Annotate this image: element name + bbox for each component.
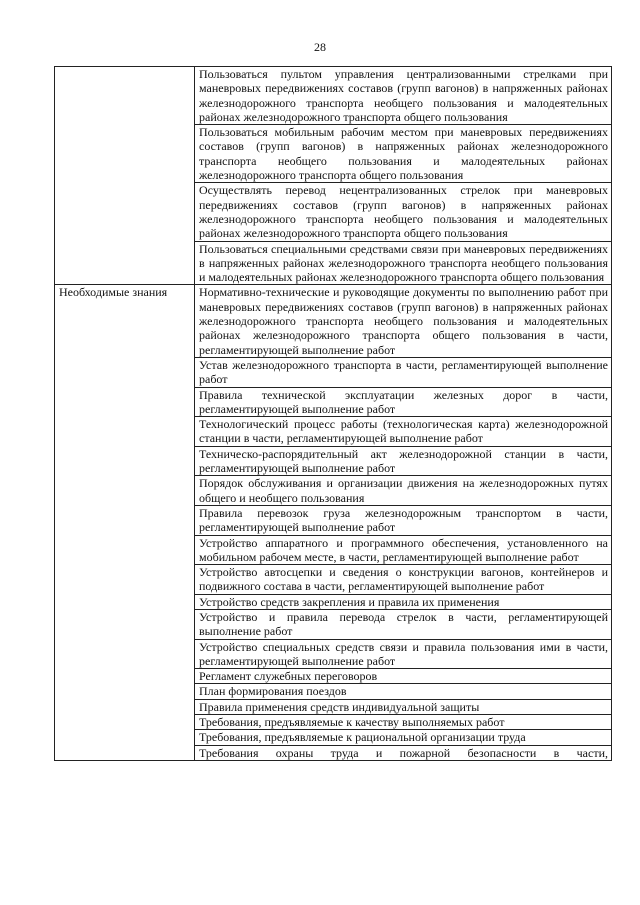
row-text: Регламент служебных переговоров bbox=[195, 669, 612, 684]
row-text: Устройство автосцепки и сведения о конструкции вагонов, контейнеров и подвижного состава в части, регламентирующей выполнение работ bbox=[195, 565, 612, 595]
row-text: Пользоваться специальными средствами связи при маневровых передвижениях в напряженных районах железнодорожного транспорта необщего пользования и малодеятельных районах железнодорожного транспорта общего пользования bbox=[195, 241, 612, 285]
row-text: Нормативно-технические и руководящие документы по выполнению работ при маневровых передвижениях составов (групп вагонов) в напряженных районах железнодорожного транспорта необщего пользования и малодеятельных районах железнодорожного транспорта общего пользования в части, регламентирующей выполнение работ bbox=[195, 285, 612, 357]
row-text: Правила применения средств индивидуальной защиты bbox=[195, 699, 612, 714]
row-text: Устав железнодорожного транспорта в части, регламентирующей выполнение работ bbox=[195, 357, 612, 387]
page-bottom-margin bbox=[0, 842, 640, 905]
row-text: Устройство средств закрепления и правила их применения bbox=[195, 594, 612, 609]
row-text: Устройство аппаратного и программного обеспечения, установленного на мобильном рабочем месте, в части, регламентирующей выполнение работ bbox=[195, 535, 612, 565]
row-text: Техническо-распорядительный акт железнодорожной станции в части, регламентирующей выполнение работ bbox=[195, 446, 612, 476]
row-text: Устройство специальных средств связи и правила пользования ими в части, регламентирующей выполнение работ bbox=[195, 639, 612, 669]
row-text: Требования, предъявляемые к рациональной организации труда bbox=[195, 730, 612, 745]
row-text: План формирования поездов bbox=[195, 684, 612, 699]
row-label bbox=[55, 67, 195, 285]
row-label: Необходимые знания bbox=[55, 285, 195, 761]
row-text: Правила технической эксплуатации железных дорог в части, регламентирующей выполнение работ bbox=[195, 387, 612, 417]
table-row bbox=[55, 285, 612, 357]
row-text: Порядок обслуживания и организации движения на железнодорожных путях общего и необщего пользования bbox=[195, 476, 612, 506]
row-text: Правила перевозок груза железнодорожным транспортом в части, регламентирующей выполнение работ bbox=[195, 505, 612, 535]
competency-table bbox=[54, 66, 612, 761]
row-text: Пользоваться мобильным рабочим местом при маневровых передвижениях составов (групп вагонов) в напряженных районах железнодорожного транспорта необщего пользования и малодеятельных районах железнодорожного транспорта общего пользования bbox=[195, 125, 612, 183]
table-row bbox=[55, 67, 612, 125]
page-number: 28 bbox=[314, 40, 326, 54]
row-text: Устройство и правила перевода стрелок в части, регламентирующей выполнение работ bbox=[195, 609, 612, 639]
row-text: Требования, предъявляемые к качеству выполняемых работ bbox=[195, 715, 612, 730]
row-text: Осуществлять перевод нецентрализованных стрелок при маневровых передвижениях составов (групп вагонов) в напряженных районах железнодорожного транспорта необщего пользования и малодеятельных районах железнодорожного транспорта общего пользования bbox=[195, 183, 612, 241]
row-text: Технологический процесс работы (технологическая карта) железнодорожной станции в части, регламентирующей выполнение работ bbox=[195, 417, 612, 447]
row-text: Требования охраны труда и пожарной безопасности в части, bbox=[195, 745, 612, 760]
row-text: Пользоваться пультом управления централизованными стрелками при маневровых передвижениях составов (групп вагонов) в напряженных районах железнодорожного транспорта необщего пользования и малодеятельных районах железнодорожного транспорта общего пользования bbox=[195, 67, 612, 125]
